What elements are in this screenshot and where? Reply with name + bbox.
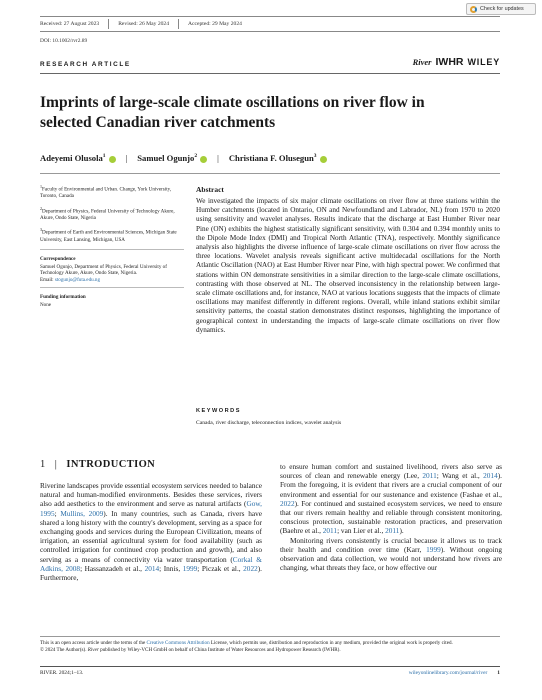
journal-logo: [413, 56, 500, 68]
article-title: Imprints of large-scale climate oscillations on river flow in selected Canadian river catchments: [40, 94, 425, 131]
section-heading: 1 | INTRODUCTION: [40, 459, 156, 470]
page-footer: [40, 670, 500, 676]
affiliation: $^3$Department of Earth and Environmental Sciences, Michigan State University, East Lansing, Michigan, USA: [40, 227, 177, 243]
accepted-date: Accepted: 29 May 2024: [188, 21, 242, 27]
citation-link[interactable]: 2014: [483, 471, 498, 481]
abstract-text: We investigated the impacts of six major climate oscillations on river flow at three stations within the Humber catchments (located in Ontario, ON and Newfoundland and Labrador, NL) from 1970 to 2020 using sensitivity and wavelet analyses. Results indicate that the discharge at East Humber River near Pine (ON) exhibits the highest statistically significant sensitivity, with 0.304 and 0.394 monthly units to the Dipole Mode Index (DMI) and Tropical North Atlantic (TNA), respectively. Monthly significance analysis also highlights the diverse influence of large-scale climate oscillations on river flow across the three locations. Wavelet analysis reveals significant active multidecadal oscillations for the North Atlantic Oscillation (NAO) at East Humber River near Pine, with high spectral power. We confirmed that stations within ON demonstrate sensitivities in a similar direction to the large-scale climate oscillations, contrasting with those observed at NL. The observed inconsistency in the relationship between large-scale climate oscillations and, for instance, NAO at various locations suggests that the impacts of climate oscillations may manifest differently in different regions. Overall, while inland stations exhibit similar sensitivity patterns, the coastal station demonstrates distinct responses, highlighting the importance of geographical context in understanding the impacts of large-scale climate oscillations on river flow dynamics.: [196, 197, 500, 334]
check-for-updates-button[interactable]: [466, 3, 536, 15]
orcid-icon[interactable]: [109, 156, 116, 163]
page-number: 1: [497, 670, 500, 676]
body-column-right: [280, 462, 502, 572]
author-separator: |: [125, 153, 128, 163]
citation-link[interactable]: 1999: [182, 563, 198, 573]
received-date: Received: 27 August 2023: [40, 21, 100, 27]
journal-url[interactable]: wileyonlinelibrary.com/journal/river: [408, 670, 488, 676]
check-for-updates-label: Check for updates: [480, 6, 524, 12]
divider: [40, 173, 500, 174]
crossmark-icon: [470, 6, 477, 13]
affiliation: $^1$Faculty of Environmental and Urban. Change, York University, Toronto, Canada: [40, 184, 172, 200]
journal-citation: RIVER. 2024;1–13.: [40, 670, 84, 676]
paragraph: Monitoring rivers consistently is crucial because it allows us to track their health and condition over time (Karr, 1999). Without ongoing observation and data collection, we would not understand how rivers are changing, what threats they face, or how effective our: [280, 535, 502, 573]
license-footnote: This is an open access article under the terms of the Creative Commons Attribution License, which permits use, distribution and reproduction in any medium, provided the original work is properly cited. © 2024 The Author(s). River published by Wiley-VCH GmbH on behalf of China Institute of Water Resources and Hydropower Research (IWHR).: [40, 640, 500, 653]
citation-link[interactable]: 2022: [243, 563, 258, 573]
funding-text: None: [40, 301, 52, 308]
citation-link[interactable]: 2011: [385, 526, 400, 536]
dates-bar: [40, 16, 500, 32]
logo-iwhr: IWHR: [435, 56, 464, 68]
email-link[interactable]: stogunjo@futa.edu.ng: [54, 276, 101, 283]
affiliation: $^2$Department of Physics, Federal University of Technology Akure, Akure, Ondo State, Nigeria: [40, 205, 175, 221]
author[interactable]: Christiana F. Olusegun$^3$: [229, 153, 327, 163]
paragraph: Riverine landscapes provide essential ecosystem services needed to balance natural and human-modified environments. Besides these services, rivers also add aesthetics to the environment and serve as natural artifacts (Gow, 1995; Mullins, 2009). In many countries, such as Canada, rivers have shared a long history with the country's development, serving as a space for exchanging goods and services during the European Civilization, means of irrigation, an essential agricultural system for food availability (such as controlled irrigation for continued crop production and growth), and also serving as a means of connectivity via water transportation (Corkal & Adkins, 2008; Hassanzadeh et al., 2014; Innis, 1999; Piczak et al., 2022). Furthermore,: [40, 481, 263, 583]
divider: [40, 73, 500, 74]
abstract-heading: Abstract: [196, 185, 224, 194]
citation-link[interactable]: Mullins, 2009: [60, 508, 104, 518]
article-metadata: [40, 184, 184, 308]
copyright-notice: © 2024 The Author(s). River published by Wiley-VCH GmbH on behalf of China Institute of Water Resources and Hydropower Research (IWHR).: [40, 646, 341, 653]
citation-link[interactable]: 2014: [144, 563, 160, 573]
divider: [40, 249, 184, 250]
keywords-heading: KEYWORDS: [196, 408, 241, 414]
orcid-icon[interactable]: [320, 156, 327, 163]
correspondence-text: Samuel Ogunjo, Department of Physics, Federal University of Technology Akure, Akure, Ondo State, Nigeria.: [40, 263, 167, 277]
author-separator: |: [217, 153, 219, 163]
divider: [40, 287, 184, 288]
doi[interactable]: DOI: 10.1002/rvr2.89: [40, 38, 88, 44]
correspondence-heading: Correspondence: [40, 256, 76, 263]
logo-river: River: [412, 57, 432, 67]
citation-link[interactable]: Corkal & Adkins, 2008: [40, 554, 262, 573]
divider: [40, 666, 500, 667]
funding-heading: Funding information: [40, 294, 86, 301]
citation-link[interactable]: 1999: [426, 544, 441, 554]
author[interactable]: Samuel Ogunjo$^2$: [137, 153, 207, 163]
article-type: RESEARCH ARTICLE: [40, 61, 131, 68]
license-link[interactable]: Creative Commons Attribution: [146, 640, 210, 646]
author[interactable]: Adeyemi Olusola$^1$: [40, 153, 116, 163]
citation-link[interactable]: 2011: [322, 526, 338, 536]
orcid-icon[interactable]: [200, 156, 207, 163]
citation-link[interactable]: 2011: [422, 471, 437, 481]
divider: [40, 636, 500, 637]
correspondence-email: Email: stogunjo@futa.edu.ng: [40, 276, 101, 283]
paragraph: to ensure human comfort and sustained livelihood, rivers also serve as sources of clean and renewable energy (Lee, 2011; Wang et al., 2014). From the foregoing, it is evident that rivers are a crucial component of our environment and essential for our sustenance and existence (Fashae et al., 2022). For continued and sustained ecosystem services, we need to ensure that our rivers remain healthy and reliable through consistent monitoring, conscious protection, sustainable restoration practices, and preservation (Baehre et al., 2011; van Lier et al., 2011).: [280, 462, 502, 536]
author-list: [40, 153, 500, 163]
revised-date: Revised: 26 May 2024: [118, 21, 170, 27]
citation-link[interactable]: 2022: [280, 498, 295, 508]
logo-wiley: WILEY: [467, 57, 500, 67]
body-column-left: [40, 481, 262, 582]
keywords-text: Canada, river discharge, teleconnection indices, wavelet analysis: [196, 420, 342, 426]
citation-link[interactable]: Gow, 1995: [40, 499, 262, 518]
